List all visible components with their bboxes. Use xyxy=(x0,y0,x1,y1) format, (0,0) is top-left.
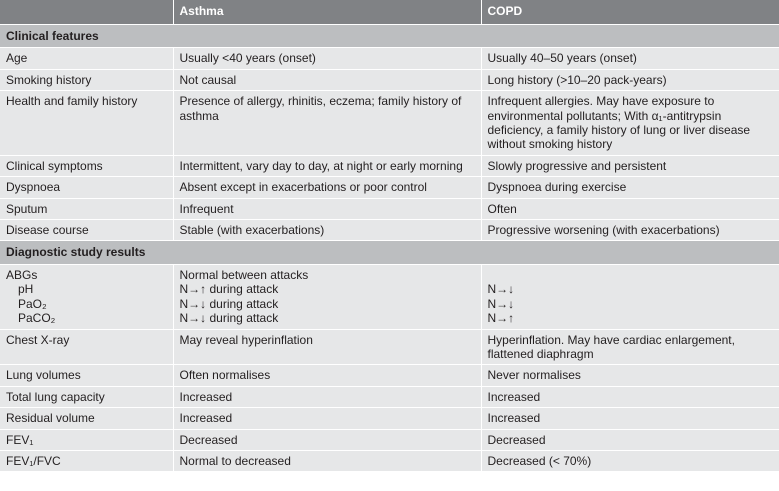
asthma-cell: Not causal xyxy=(173,69,481,90)
pao2-asthma-line: N→↓ during attack xyxy=(179,296,279,311)
table-row xyxy=(0,429,779,450)
feature-cell: Smoking history xyxy=(0,69,173,90)
asthma-cell: Presence of allergy, rhinitis, eczema; family history of asthma xyxy=(173,91,481,156)
table-row xyxy=(0,365,779,386)
feature-cell: Disease course xyxy=(0,220,173,241)
asthma-cell: Infrequent xyxy=(173,198,481,219)
copd-cell: Never normalises xyxy=(481,365,779,386)
asthma-cell xyxy=(173,264,481,329)
table-row xyxy=(0,69,779,90)
copd-cell: Increased xyxy=(481,408,779,429)
table-row xyxy=(0,386,779,407)
asthma-cell: Absent except in exacerbations or poor control xyxy=(173,177,481,198)
asthma-cell: Increased xyxy=(173,408,481,429)
feature-cell: FEV₁/FVC xyxy=(0,450,173,471)
table-row xyxy=(0,450,779,471)
copd-cell: Infrequent allergies. May have exposure to environmental pollutants; With α₁-antitrypsin deficiency, a family history of lung or liver disease without smoking history xyxy=(481,91,779,156)
table-row xyxy=(0,177,779,198)
section-title-clinical: Clinical features xyxy=(0,25,779,48)
copd-cell: Usually 40–50 years (onset) xyxy=(481,48,779,69)
feature-cell: Dyspnoea xyxy=(0,177,173,198)
header-copd: COPD xyxy=(481,0,779,25)
abgs-label: ABGs xyxy=(6,267,38,282)
feature-cell: Clinical symptoms xyxy=(0,155,173,176)
copd-cell: Progressive worsening (with exacerbations) xyxy=(481,220,779,241)
table-row xyxy=(0,198,779,219)
paco2-copd-line: N→↑ xyxy=(487,311,515,326)
ph-asthma-line: N→↑ during attack xyxy=(179,282,279,297)
copd-cell: Decreased (< 70%) xyxy=(481,450,779,471)
table-row xyxy=(0,220,779,241)
table-row xyxy=(0,48,779,69)
feature-cell: Chest X-ray xyxy=(0,329,173,365)
section-header xyxy=(0,241,779,264)
table-row xyxy=(0,408,779,429)
copd-cell: Long history (>10–20 pack-years) xyxy=(481,69,779,90)
feature-cell: Sputum xyxy=(0,198,173,219)
feature-cell: Lung volumes xyxy=(0,365,173,386)
ph-label: pH xyxy=(18,282,34,297)
header-row xyxy=(0,0,779,25)
feature-cell xyxy=(0,264,173,329)
asthma-cell: Increased xyxy=(173,386,481,407)
copd-cell: Slowly progressive and persistent xyxy=(481,155,779,176)
table-row xyxy=(0,329,779,365)
asthma-cell: Normal to decreased xyxy=(173,450,481,471)
ph-copd-line: N→↓ xyxy=(487,282,515,297)
abgs-copd-blank xyxy=(488,268,774,282)
table-row xyxy=(0,91,779,156)
copd-cell xyxy=(481,264,779,329)
feature-cell: FEV₁ xyxy=(0,429,173,450)
table-row xyxy=(0,155,779,176)
feature-cell: Health and family history xyxy=(0,91,173,156)
paco2-label: PaCO₂ xyxy=(18,311,56,326)
copd-cell: Increased xyxy=(481,386,779,407)
feature-cell: Total lung capacity xyxy=(0,386,173,407)
pao2-copd-line: N→↓ xyxy=(487,296,515,311)
copd-cell: Dyspnoea during exercise xyxy=(481,177,779,198)
section-title-diagnostic: Diagnostic study results xyxy=(0,241,779,264)
copd-cell: Often xyxy=(481,198,779,219)
header-feature xyxy=(0,0,173,25)
feature-cell: Residual volume xyxy=(0,408,173,429)
paco2-asthma-line: N→↓ during attack xyxy=(179,311,279,326)
asthma-cell: Often normalises xyxy=(173,365,481,386)
asthma-cell: Stable (with exacerbations) xyxy=(173,220,481,241)
header-asthma: Asthma xyxy=(173,0,481,25)
copd-cell: Decreased xyxy=(481,429,779,450)
asthma-cell: May reveal hyperinflation xyxy=(173,329,481,365)
feature-cell: Age xyxy=(0,48,173,69)
asthma-cell: Usually <40 years (onset) xyxy=(173,48,481,69)
asthma-cell: Decreased xyxy=(173,429,481,450)
copd-cell: Hyperinflation. May have cardiac enlargement, flattened diaphragm xyxy=(481,329,779,365)
pao2-label: PaO₂ xyxy=(18,296,47,311)
asthma-cell: Intermittent, vary day to day, at night or early morning xyxy=(173,155,481,176)
section-header xyxy=(0,25,779,48)
abgs-asthma-line: Normal between attacks xyxy=(179,267,309,282)
table-row-abgs xyxy=(0,264,779,329)
